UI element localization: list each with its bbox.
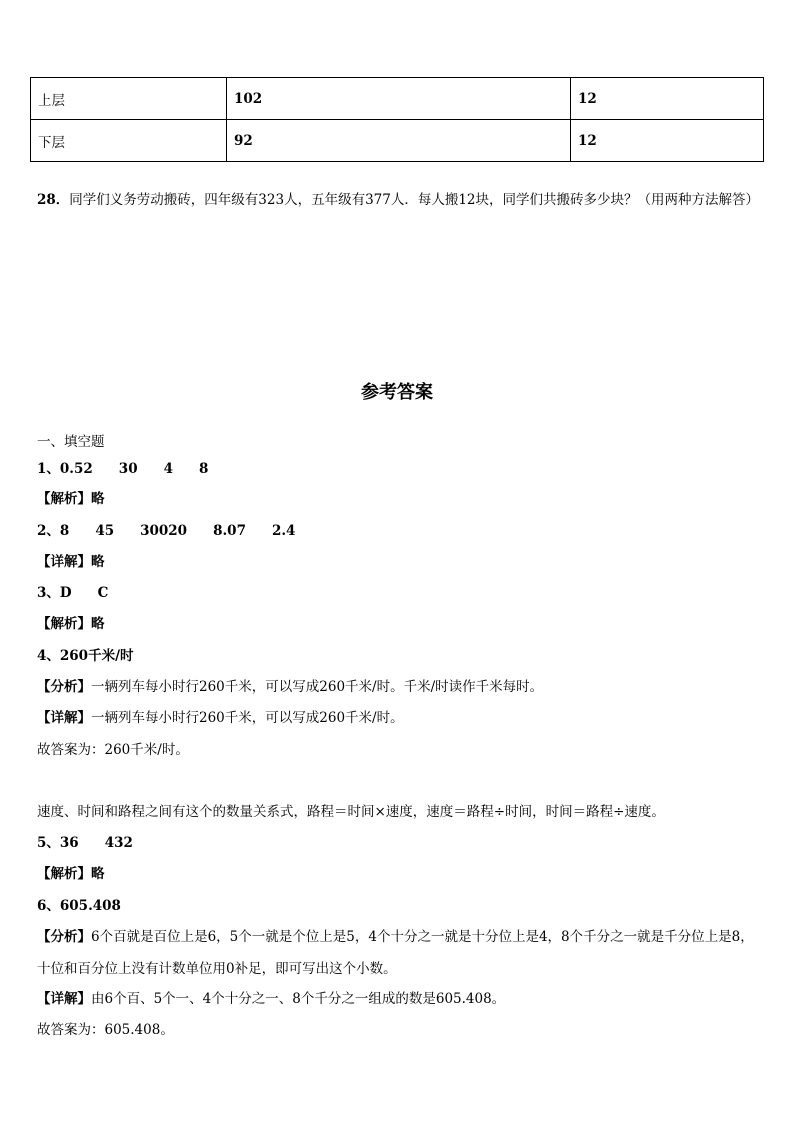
answer-value: 0.52 [59,461,93,477]
answer-3-note: 【解析】略 [37,616,105,632]
analysis-text: 一辆列车每小时行260千米，可以写成260千米/时。千米/时读作千米每时。 [91,679,544,695]
analysis-text: 6个百就是百位上是6，5个一就是个位上是5，4个十分之一就是十分位上是4，8个千分之一就是千分位上是8，十位和百分位上没有计数单位用0补足，即可写出这个小数。 [37,929,754,977]
answer-prefix: 2、 [37,523,60,539]
answer-value: 30 [118,461,138,477]
answer-value: 45 [95,523,115,539]
question-text: 同学们义务劳动搬砖，四年级有323人，五年级有377人．每人搬12块，同学们共搬砖多少块？（用两种方法解答） [69,192,760,208]
answer-value: 8 [59,523,70,539]
answer-5-note: 【解析】略 [37,866,105,882]
answer-4-analysis [37,677,767,697]
answer-3 [37,583,767,603]
table-cell: 下层 [31,120,227,162]
answer-prefix: 1、 [37,461,60,477]
answer-6: 6、605.408 [37,898,121,914]
answer-prefix: 3、 [37,585,60,601]
answer-value: 2.4 [271,523,296,539]
question-28 [37,184,762,216]
analysis-tag: 【分析】 [37,679,91,695]
answer-value: C [97,585,109,601]
detail-tag: 【详解】 [37,991,91,1007]
answer-4-extra: 速度、时间和路程之间有这个的数量关系式，路程＝时间×速度，速度＝路程÷时间，时间＝路程÷速度。 [37,804,665,820]
answer-1-note: 【解析】略 [37,491,105,507]
answer-6-analysis [37,921,767,985]
answer-value: 8 [199,461,209,477]
table-cell: 12 [571,78,764,120]
answer-2 [37,521,767,541]
analysis-tag: 【分析】 [37,929,91,945]
answer-1 [37,459,767,479]
detail-tag: 【详解】 [37,710,91,726]
answer-2-note: 【详解】略 [37,554,105,570]
table-row [31,120,764,162]
table-cell: 102 [227,78,571,120]
answer-prefix: 5、 [37,835,60,851]
answer-value: 36 [59,835,79,851]
answer-5 [37,833,767,853]
table-row [31,78,764,120]
detail-text: 一辆列车每小时行260千米，可以写成260千米/时。 [91,710,404,726]
answer-value: 432 [104,835,133,851]
question-number: 28． [37,192,70,208]
section-heading: 一、填空题 [37,434,105,450]
detail-text: 由6个百、5个一、4个十分之一、8个千分之一组成的数是605.408。 [91,991,506,1007]
answer-6-result: 故答案为：605.408。 [37,1022,174,1038]
answer-value: 30020 [140,523,188,539]
answer-value: D [59,585,72,601]
answer-6-detail [37,989,767,1009]
answer-4-result: 故答案为：260千米/时。 [37,742,189,758]
table-cell: 92 [227,120,571,162]
table-cell: 上层 [31,78,227,120]
answer-4-detail [37,708,767,728]
table-cell: 12 [571,120,764,162]
answer-value: 8.07 [213,523,246,539]
answer-4: 4、260千米/时 [37,648,134,664]
answers-title: 参考答案 [361,382,433,403]
answer-value: 4 [163,461,173,477]
data-table [30,77,764,162]
